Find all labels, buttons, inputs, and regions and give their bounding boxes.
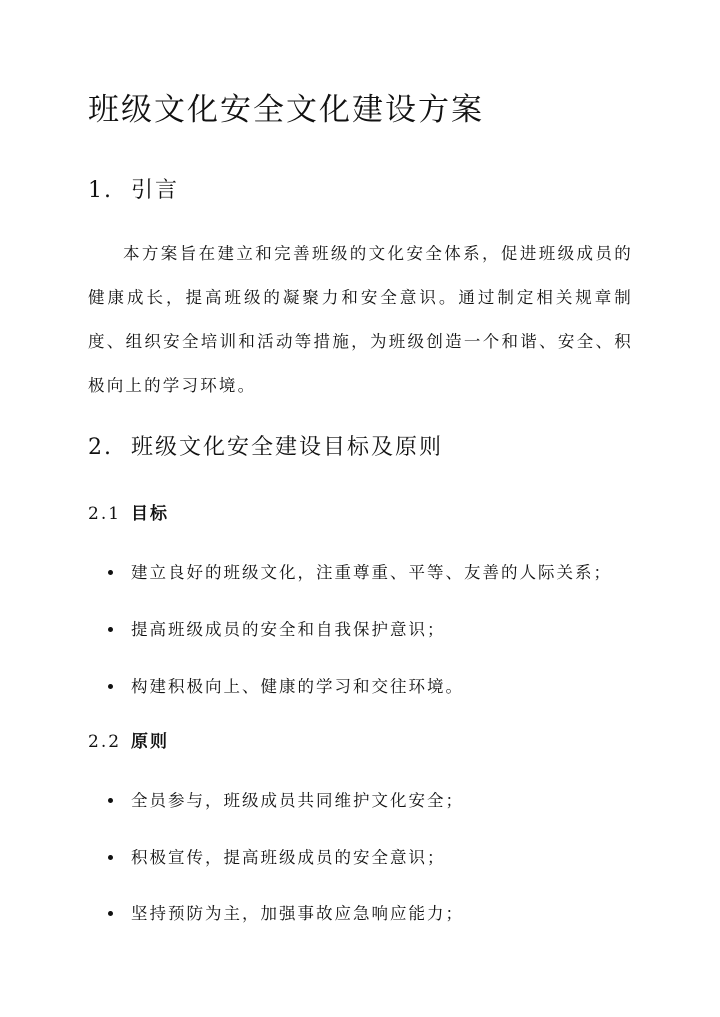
section-number: 1. <box>88 178 113 203</box>
subsection-number: 2.1 <box>88 504 122 524</box>
list-item-text: 积极宣传，提高班级成员的安全意识； <box>131 848 446 867</box>
list-item <box>108 559 612 583</box>
bullet-icon <box>108 798 113 803</box>
list-item-text: 构建积极向上、健康的学习和交往环境。 <box>131 677 464 696</box>
list-item <box>108 787 464 811</box>
list-item-text: 建立良好的班级文化，注重尊重、平等、友善的人际关系； <box>131 563 612 582</box>
bullet-icon <box>108 627 113 632</box>
bullet-icon <box>108 684 113 689</box>
section-title: 引言 <box>131 178 180 203</box>
list-item <box>108 616 446 640</box>
list-item-text: 提高班级成员的安全和自我保护意识； <box>131 620 446 639</box>
bullet-icon <box>108 855 113 860</box>
subsection-2-1-heading <box>88 499 169 524</box>
list-item <box>108 844 446 868</box>
list-item-text: 全员参与，班级成员共同维护文化安全； <box>131 791 464 810</box>
section-number: 2. <box>88 435 113 460</box>
list-item <box>108 673 464 697</box>
section-1-heading <box>88 173 179 204</box>
subsection-title: 原则 <box>131 732 170 752</box>
list-item <box>108 900 464 924</box>
intro-paragraph: 本方案旨在建立和完善班级的文化安全体系，促进班级成员的健康成长，提高班级的凝聚力和安全意识。通过制定相关规章制度、组织安全培训和活动等措施，为班级创造一个和谐、安全、积极向上的学习环境。 <box>88 244 633 395</box>
bullet-icon <box>108 570 113 575</box>
section-2-heading <box>88 430 443 461</box>
subsection-title: 目标 <box>131 504 170 524</box>
section-title: 班级文化安全建设目标及原则 <box>131 435 444 460</box>
subsection-number: 2.2 <box>88 732 122 752</box>
subsection-2-2-heading <box>88 727 169 752</box>
bullet-icon <box>108 911 113 916</box>
document-title: 班级文化安全文化建设方案 <box>88 92 484 128</box>
list-item-text: 坚持预防为主，加强事故应急响应能力； <box>131 904 464 923</box>
